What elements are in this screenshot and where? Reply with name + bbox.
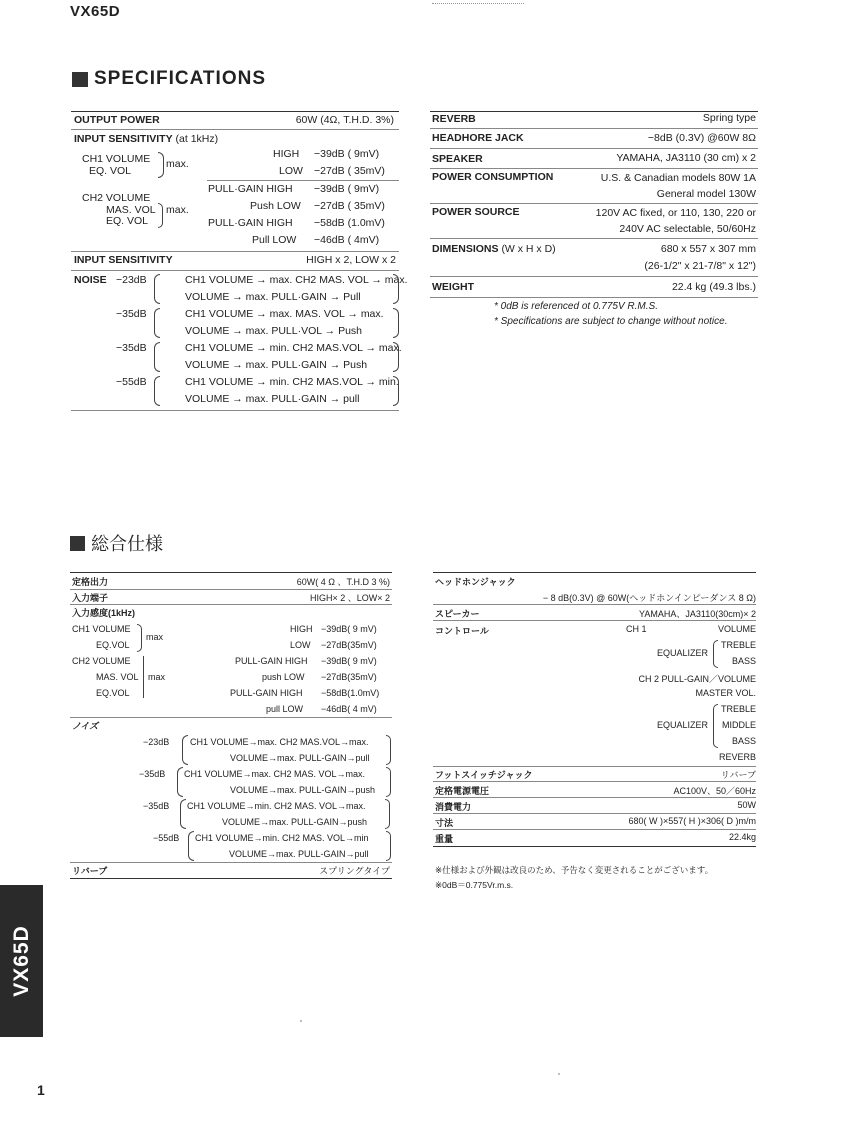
bracket-icon (713, 704, 718, 748)
rule (430, 168, 758, 169)
power-source-label: POWER SOURCE (432, 206, 520, 218)
power-consumption-label: POWER CONSUMPTION (432, 171, 554, 183)
rule (71, 129, 399, 130)
jp-control-equalizer-2: EQUALIZER (657, 720, 709, 730)
eq-vol-label: EQ. VOL (89, 165, 132, 177)
speck (300, 1020, 302, 1022)
jp-noise-line2-3: VOLUME→max. PULL-GAIN→push (222, 817, 368, 827)
headphone-label: HEADHORE JACK (432, 132, 524, 144)
section-title-japanese-text: 総合仕様 (91, 534, 163, 554)
rule (207, 180, 399, 181)
rule (433, 766, 756, 767)
jp-speaker-label: スピーカー (435, 609, 480, 619)
bracket-icon (393, 274, 399, 304)
rule (71, 270, 399, 271)
bracket-icon (154, 308, 160, 338)
jp-eq-vol: EQ.VOL (96, 640, 130, 650)
jp-noise-label: ノイズ (72, 721, 99, 731)
jp-sens-mode-5: PULL-GAIN HIGH (230, 688, 303, 698)
rule (433, 620, 756, 621)
rule (70, 862, 392, 863)
jp-noise-line2-1: VOLUME→max. PULL-GAIN→pull (230, 753, 370, 763)
jp-noise-line1-3: CH1 VOLUME→min. CH2 MAS. VOL→max. (187, 801, 366, 811)
ch2-volume-label: CH2 VOLUME (82, 192, 151, 204)
jp-dimensions-label: 寸法 (435, 818, 454, 828)
headphone-value: −8dB (0.3V) @60W 8Ω (647, 132, 756, 144)
weight-value: 22.4 kg (49.3 lbs.) (671, 281, 756, 293)
jp-terminal-value: HIGH× 2 、LOW× 2 (309, 593, 390, 603)
reverb-value: Spring type (702, 112, 756, 124)
sens-value-5: −58dB (1.0mV) (314, 217, 385, 229)
jp-sens-mode-4: push LOW (262, 672, 305, 682)
jp-max-2: max (148, 672, 166, 682)
noise-line2-2: VOLUME → max. PULL·VOL → Push (185, 325, 362, 337)
noise-line2-4: VOLUME → max. PULL·GAIN → pull (185, 393, 360, 405)
rule (433, 572, 756, 573)
noise-db-4: −55dB (116, 376, 147, 388)
speaker-value: YAMAHA, JA3110 (30 cm) x 2 (616, 152, 756, 164)
power-consumption-line1: U.S. & Canadian models 80W 1A (600, 172, 756, 184)
bracket-icon (137, 624, 142, 652)
dimensions-label: DIMENSIONS (432, 243, 499, 255)
jp-power-value: AC100V、50／60Hz (673, 786, 756, 796)
rule (433, 797, 756, 798)
english-note-2: * Specifications are subject to change without notice. (494, 316, 728, 327)
jp-headphone-value: − 8 dB(0.3V) @ 60W(ヘッドホンインピーダンス 8 Ω) (542, 593, 756, 603)
square-bullet-icon (72, 72, 88, 87)
sens-mode-6: Pull LOW (252, 234, 297, 246)
jp-sens-value-5: −58dB(1.0mV) (321, 688, 380, 698)
jp-weight-label: 重量 (435, 834, 454, 844)
jp-sens-mode-6: pull LOW (266, 704, 304, 714)
jp-control-ch2-pull: CH 2 PULL-GAIN／VOLUME (638, 674, 756, 684)
noise-line1-3: CH1 VOLUME → min. CH2 MAS.VOL → max. (185, 342, 402, 354)
rule (433, 829, 756, 830)
noise-line2-3: VOLUME → max. PULL·GAIN → Push (185, 359, 368, 371)
rule (70, 878, 392, 879)
jp-control-label: コントロール (435, 626, 489, 636)
jp-control-bass-2: BASS (731, 736, 756, 746)
jp-control-bass: BASS (731, 656, 756, 666)
ch1-volume-label: CH1 VOLUME (82, 153, 151, 165)
jp-noise-db-2: −35dB (139, 769, 166, 779)
rule (433, 604, 756, 605)
section-title-specifications (72, 68, 266, 90)
max-label-2: max. (166, 204, 189, 216)
input-sensitivity-label-2: INPUT SENSITIVITY (74, 254, 173, 266)
bracket-icon (154, 342, 160, 372)
jp-noise-line1-4: CH1 VOLUME→min. CH2 MAS. VOL→min (195, 833, 369, 843)
bracket-icon (386, 735, 391, 765)
jp-output-label: 定格出力 (72, 577, 109, 587)
jp-sens-mode-2: LOW (290, 640, 311, 650)
jp-eq-vol-2: EQ.VOL (96, 688, 130, 698)
bracket-icon (386, 767, 391, 797)
jp-ch2-volume: CH2 VOLUME (72, 656, 131, 666)
sens-mode-5: PULL·GAIN HIGH (208, 217, 293, 229)
output-power-label: OUTPUT POWER (74, 114, 160, 126)
sens-value-2: −27dB ( 35mV) (314, 165, 385, 177)
noise-db-3: −35dB (116, 342, 147, 354)
jp-sens-value-2: −27dB(35mV) (321, 640, 377, 650)
jp-control-middle: MIDDLE (721, 720, 756, 730)
rule (433, 846, 756, 847)
jp-control-treble-2: TREBLE (720, 704, 756, 714)
sens-mode-2: LOW (279, 165, 303, 177)
jp-max: max (146, 632, 164, 642)
bracket-icon (393, 342, 399, 372)
power-consumption-line2: General model 130W (656, 188, 756, 200)
jp-noise-db-3: −35dB (143, 801, 170, 811)
jp-noise-line2-2: VOLUME→max. PULL-GAIN→push (230, 785, 376, 795)
jp-sens-value-6: −46dB( 4 mV) (321, 704, 377, 714)
input-sensitivity-label: INPUT SENSITIVITY (74, 133, 173, 145)
bracket-icon (713, 640, 718, 668)
jp-footswitch-label: フットスイッチジャック (435, 770, 533, 780)
jp-sensitivity-label: 入力感度(1kHz) (72, 608, 136, 618)
noise-db-2: −35dB (116, 308, 147, 320)
rule (430, 297, 758, 298)
bracket-icon (158, 152, 164, 178)
sidebar-tab (0, 885, 43, 1037)
jp-noise-line1-2: CH1 VOLUME→max. CH2 MAS. VOL→max. (184, 769, 366, 779)
input-sensitivity-1khz-heading (74, 133, 218, 145)
jp-headphone-label: ヘッドホンジャック (435, 577, 516, 587)
rule (430, 276, 758, 277)
bracket-icon (154, 274, 160, 304)
jp-output-value: 60W( 4 Ω 、T.H.D 3 %) (296, 577, 390, 587)
jp-control-treble: TREBLE (720, 640, 756, 650)
rule (430, 238, 758, 239)
bracket-icon (188, 831, 194, 861)
dimensions-unit: (W x H x D) (501, 243, 556, 255)
jp-note-1: ※仕様および外観は改良のため、予告なく変更されることがございます。 (435, 865, 714, 875)
rule (71, 251, 399, 252)
sens-value-1: −39dB ( 9mV) (314, 148, 380, 160)
jp-control-equalizer: EQUALIZER (657, 648, 709, 658)
output-power-value: 60W (4Ω, T.H.D. 3%) (295, 114, 394, 126)
rule (433, 813, 756, 814)
sens-value-6: −46dB ( 4mV) (314, 234, 380, 246)
sens-mode-4: Push LOW (250, 200, 301, 212)
noise-line2-1: VOLUME → max. PULL·GAIN → Pull (185, 291, 361, 303)
noise-line1-2: CH1 VOLUME → max. MAS. VOL → max. (185, 308, 384, 320)
noise-db-1: −23dB (116, 274, 147, 286)
bracket-icon (393, 376, 399, 406)
jp-control-volume: VOLUME (717, 624, 756, 634)
jp-consumption-value: 50W (737, 800, 756, 810)
weight-label: WEIGHT (432, 281, 474, 293)
jp-reverb-value: スプリングタイプ (319, 866, 390, 876)
english-note-1: * 0dB is referenced ot 0.775V R.M.S. (494, 301, 658, 312)
bracket-icon (154, 376, 160, 406)
jp-dimensions-value: 680( W )×557( H )×306( D )m/m (628, 816, 756, 826)
bracket-icon (182, 735, 188, 765)
bracket-icon (158, 203, 163, 228)
sidebar-model-label: VX65D (9, 925, 33, 997)
jp-sens-mode-1: HIGH (290, 624, 313, 634)
rule (71, 111, 399, 112)
jp-sens-value-3: −39dB( 9 mV) (321, 656, 377, 666)
speck (558, 1073, 560, 1075)
section-title-text: SPECIFICATIONS (94, 68, 266, 89)
eq-vol-label-2: EQ. VOL (106, 215, 149, 227)
rule (70, 604, 392, 605)
page-number: 1 (37, 1082, 45, 1098)
jp-terminal-label: 入力端子 (72, 593, 109, 603)
jp-consumption-label: 消費電力 (435, 802, 472, 812)
dimensions-heading (432, 243, 556, 255)
dimensions-line2: (26-1/2" x 21-7/8" x 12") (644, 260, 756, 272)
reverb-label: REVERB (432, 113, 476, 125)
jp-noise-line2-4: VOLUME→max. PULL-GAIN→pull (229, 849, 369, 859)
jp-speaker-value: YAMAHA、JA3110(30cm)× 2 (639, 609, 756, 619)
noise-line1-1: CH1 VOLUME → max. CH2 MAS. VOL → max. (185, 274, 408, 286)
section-title-japanese (70, 530, 163, 556)
noise-label: NOISE (74, 274, 107, 286)
speaker-label: SPEAKER (432, 153, 483, 165)
dimensions-line1: 680 x 557 x 307 mm (660, 243, 756, 255)
sens-mode-3: PULL·GAIN HIGH (208, 183, 293, 195)
noise-line1-4: CH1 VOLUME → min. CH2 MAS.VOL → min. (185, 376, 399, 388)
square-bullet-icon (70, 536, 85, 551)
jp-control-reverb: REVERB (718, 752, 756, 762)
rule (433, 781, 756, 782)
jp-sens-mode-3: PULL-GAIN HIGH (235, 656, 308, 666)
sens-value-4: −27dB ( 35mV) (314, 200, 385, 212)
jp-control-ch1: CH 1 (626, 624, 647, 634)
bracket-icon (385, 799, 390, 829)
rule (70, 572, 392, 573)
rule (430, 203, 758, 204)
max-label: max. (166, 158, 189, 170)
power-source-line2: 240V AC selectable, 50/60Hz (619, 223, 756, 235)
jp-noise-db-1: −23dB (143, 737, 170, 747)
jp-mas-vol: MAS. VOL (96, 672, 139, 682)
jp-footswitch-value: リバーブ (720, 770, 756, 780)
rule (70, 589, 392, 590)
input-sensitivity-value: HIGH x 2, LOW x 2 (306, 254, 396, 266)
bracket-icon (180, 799, 186, 829)
rule (430, 148, 758, 149)
rule (70, 717, 392, 718)
sens-mode-1: HIGH (273, 148, 300, 160)
bracket-icon (177, 767, 183, 797)
input-sensitivity-note: (at 1kHz) (175, 133, 219, 145)
jp-sens-value-1: −39dB( 9 mV) (321, 624, 377, 634)
jp-control-master: MASTER VOL. (695, 688, 756, 698)
rule (71, 410, 399, 411)
sens-value-3: −39dB ( 9mV) (314, 183, 380, 195)
jp-weight-value: 22.4kg (728, 832, 756, 842)
jp-noise-db-4: −55dB (153, 833, 180, 843)
bracket-icon (386, 831, 391, 861)
jp-power-label: 定格電源電圧 (435, 786, 490, 796)
jp-note-2: ※0dB＝0.775Vr.m.s. (435, 880, 514, 890)
mas-vol-label: MAS. VOL (106, 204, 156, 216)
jp-ch1-volume: CH1 VOLUME (72, 624, 131, 634)
bracket-icon (143, 656, 145, 698)
jp-sens-value-4: −27dB(35mV) (321, 672, 377, 682)
top-dotted-line (432, 3, 524, 4)
model-header: VX65D (70, 3, 121, 20)
jp-reverb-label: リバーブ (72, 866, 108, 876)
rule (430, 128, 758, 129)
jp-noise-line1-1: CH1 VOLUME→max. CH2 MAS.VOL→max. (190, 737, 369, 747)
bracket-icon (393, 308, 399, 338)
power-source-line1: 120V AC fixed, or 110, 130, 220 or (595, 207, 756, 219)
